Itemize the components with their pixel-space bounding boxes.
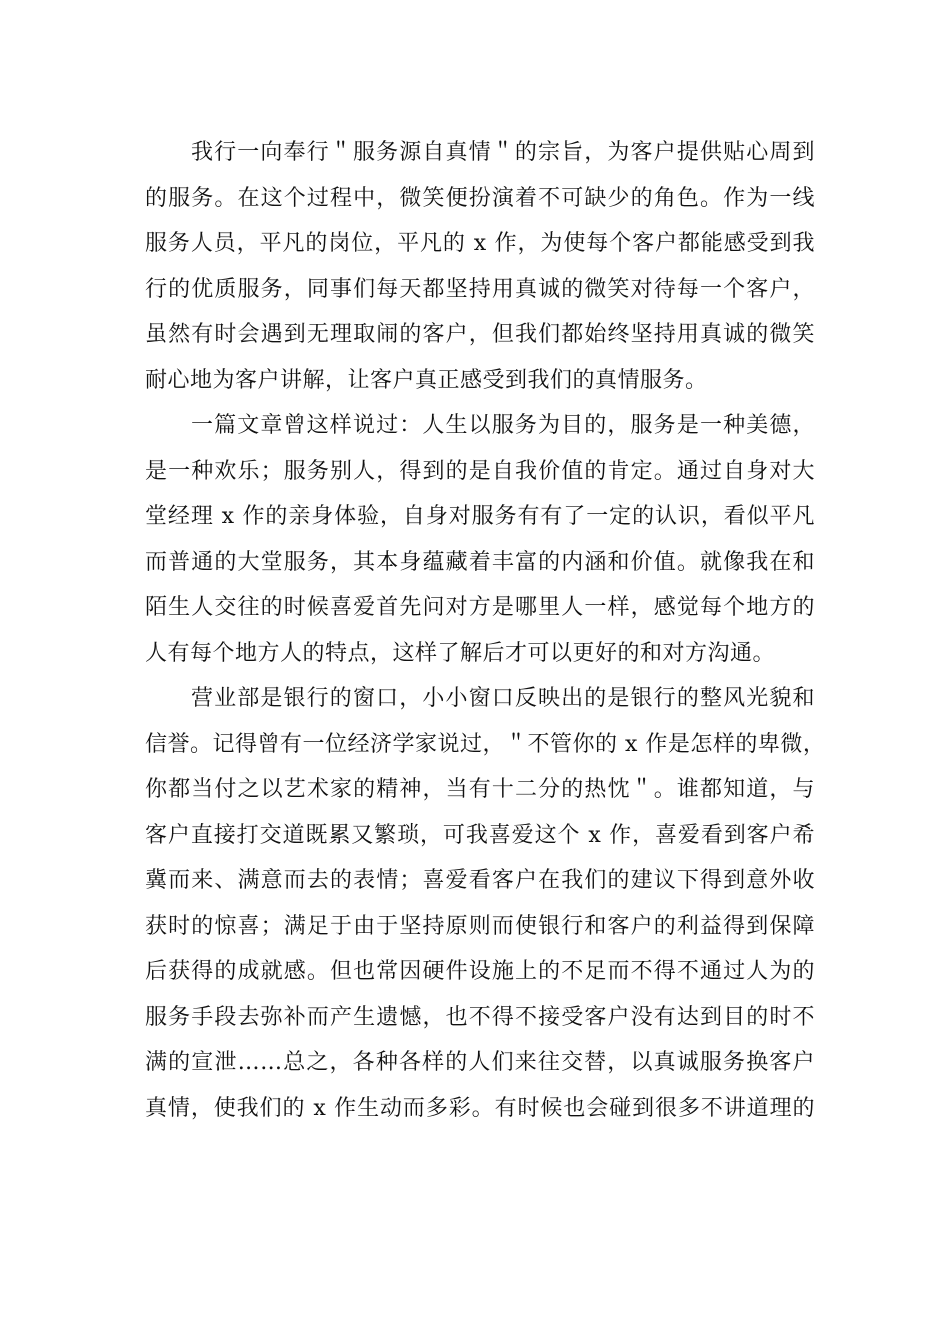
text-line: 人有每个地方人的特点，这样了解后才可以更好的和对方沟通。 [145, 640, 776, 666]
text-line: 营业部是银行的窗口，小小窗口反映出的是银行的整风光貌和 [191, 686, 815, 711]
text-line: 耐心地为客户讲解，让客户真正感受到我们的真情服务。 [145, 367, 708, 393]
text-line: 客户直接打交道既累又繁琐，可我喜爱这个 x 作，喜爱看到客户希 [145, 822, 815, 848]
text-line: 后获得的成就感。但也常因硬件设施上的不足而不得不通过人为的 [145, 959, 815, 984]
text-line: 服务手段去弥补而产生遗憾，也不得不接受客户没有达到目的时不 [145, 1004, 815, 1030]
text-line: 行的优质服务，同事们每天都坚持用真诚的微笑对待每一个客户， [145, 276, 815, 302]
paragraph [145, 130, 815, 403]
text-line: 冀而来、满意而去的表情；喜爱看客户在我们的建议下得到意外收 [145, 868, 815, 893]
text-line: 虽然有时会遇到无理取闹的客户，但我们都始终坚持用真诚的微笑 [145, 322, 815, 347]
body-text [145, 130, 826, 1131]
paragraph [145, 676, 826, 1131]
text-line: 满的宣泄……总之，各种各样的人们来往交替，以真诚服务换客户 [145, 1050, 815, 1075]
text-line: 真情，使我们的 x 作生动而多彩。有时候也会碰到很多不讲道理的 [145, 1095, 815, 1121]
text-line: 一篇文章曾这样说过：人生以服务为目的，服务是一种美德， [191, 413, 815, 438]
text-line: 我行一向奉行＂服务源自真情＂的宗旨，为客户提供贴心周到 [191, 140, 815, 165]
text-line: 服务人员，平凡的岗位，平凡的 x 作，为使每个客户都能感受到我 [145, 231, 815, 256]
paragraph [145, 403, 815, 676]
text-line: 信誉。记得曾有一位经济学家说过，＂不管你的 x 作是怎样的卑微， [145, 731, 826, 757]
text-line: 陌生人交往的时候喜爱首先问对方是哪里人一样，感觉每个地方的 [145, 595, 815, 620]
text-line: 堂经理 x 作的亲身体验，自身对服务有有了一定的认识，看似平凡 [145, 504, 815, 529]
text-line: 的服务。在这个过程中，微笑便扮演着不可缺少的角色。作为一线 [145, 185, 815, 211]
text-line: 而普通的大堂服务，其本身蕴藏着丰富的内涵和价值。就像我在和 [145, 549, 815, 575]
text-line: 是一种欢乐；服务别人，得到的是自我价值的肯定。通过自身对大 [145, 458, 815, 484]
text-line: 你都当付之以艺术家的精神，当有十二分的热忱＂。谁都知道，与 [145, 777, 815, 802]
text-line: 获时的惊喜；满足于由于坚持原则而使银行和客户的利益得到保障 [145, 913, 815, 939]
